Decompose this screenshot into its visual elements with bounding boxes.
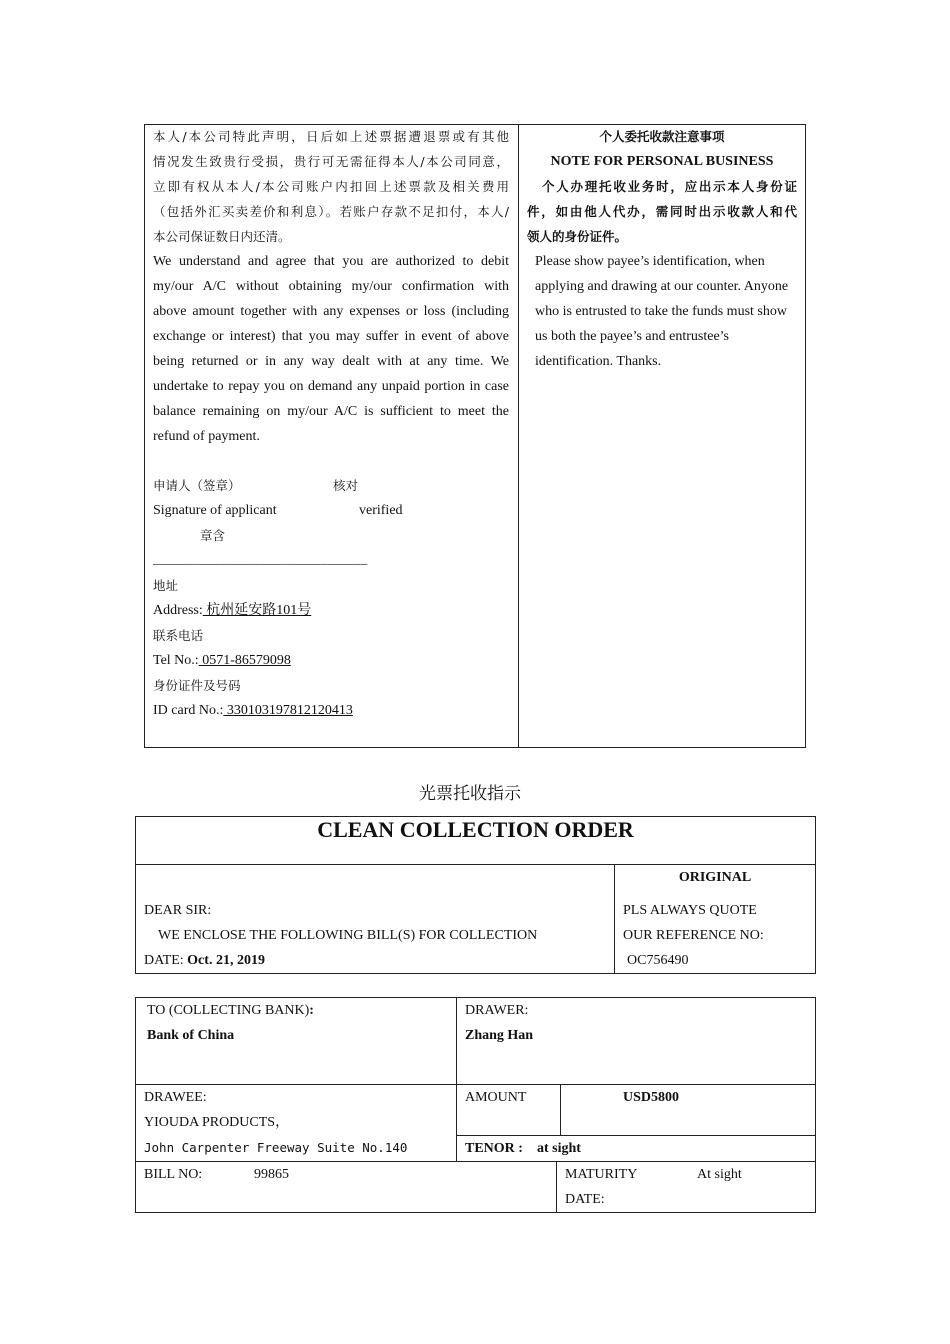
declaration-cn-line: 立即有权从本人/本公司账户内扣回上述票款及相关费用 [153, 179, 509, 194]
declaration-cn-line: 情况发生致贵行受损，贵行可无需征得本人/本公司同意， [153, 154, 509, 169]
tenor-label: TENOR : [465, 1141, 523, 1156]
drawer-value: Zhang Han [465, 1028, 534, 1043]
to-value: Bank of China [147, 1028, 235, 1043]
note-en-line: who is entrusted to take the funds must show [535, 304, 787, 319]
to-colon: : [309, 1003, 314, 1018]
tel-value: 0571-86579098 [198, 653, 291, 668]
declaration-cn-line: （包括外汇买卖差价和利息）。若账户存款不足扣付，本人/ [153, 204, 509, 219]
address-label: Address: [153, 603, 203, 618]
declaration-en-line: balance remaining on my/our A/C is sufficient to meet the [153, 404, 509, 419]
reference-number: OC756490 [627, 953, 689, 968]
date-label: DATE: [144, 953, 184, 968]
declaration-cn-line: 本公司保证数日内还清。 [153, 229, 291, 244]
note-cn-line: 件，如由他人代办，需同时出示收款人和代 [527, 204, 797, 219]
date-value: Oct. 21, 2019 [187, 953, 265, 968]
tel-row [153, 648, 291, 673]
id-label: ID card No.: [153, 703, 224, 718]
tenor-row [465, 1136, 581, 1161]
quote-line-1: PLS ALWAYS QUOTE [623, 903, 757, 918]
declaration-en-line: We understand and agree that you are authorized to debit [153, 254, 509, 269]
address-cn-label: 地址 [153, 578, 179, 593]
note-title-en: NOTE FOR PERSONAL BUSINESS [550, 154, 774, 169]
amount-label: AMOUNT [465, 1090, 527, 1105]
date-row [144, 948, 265, 973]
drawer-label: DRAWER: [465, 1003, 529, 1018]
signature-line: ________________________________ [153, 551, 368, 566]
applicant-cn-label: 申请人（签章） [153, 478, 241, 493]
drawee-label: DRAWEE: [144, 1090, 207, 1105]
dear-sir: DEAR SIR: [144, 903, 212, 918]
amount-value: USD5800 [623, 1090, 680, 1105]
verified-en-label: verified [359, 503, 403, 518]
bill-no-value: 99865 [254, 1167, 289, 1182]
original-label: ORIGINAL [678, 870, 752, 885]
address-row [153, 598, 311, 623]
bill-col-divider [456, 997, 457, 1161]
maturity-date-label: DATE: [565, 1192, 605, 1207]
declaration-en-line: undertake to repay you on demand any unpaid portion in case [153, 379, 509, 394]
note-en-line: identification. Thanks. [535, 354, 662, 369]
tenor-value: at sight [536, 1141, 581, 1156]
note-title-cn: 个人委托收款注意事项 [599, 129, 725, 144]
maturity-label: MATURITY [565, 1167, 638, 1182]
bill-no-label: BILL NO: [144, 1167, 203, 1182]
to-label: TO (COLLECTING BANK) [147, 1003, 310, 1018]
id-cn-label: 身份证件及号码 [153, 678, 241, 693]
id-value: 330103197812120413 [223, 703, 353, 718]
order-title-en: CLEAN COLLECTION ORDER [317, 817, 634, 842]
declaration-en-line: being returned or in any way dealt with at any time. We [153, 354, 509, 369]
note-cn-line: 个人办理托收业务时，应出示本人身份证 [542, 179, 797, 194]
amount-divider [560, 1084, 561, 1135]
tel-label: Tel No.: [153, 653, 199, 668]
maturity-value: At sight [697, 1167, 742, 1182]
seal-label: 章含 [200, 528, 226, 543]
declaration-en-line: exchange or interest) that you may suffer in event of above [153, 329, 509, 344]
note-en-line: Please show payee’s identification, when [535, 254, 765, 269]
declaration-cn-line: 本人/本公司特此声明，日后如上述票据遭退票或有其他 [153, 129, 509, 144]
id-row [153, 698, 353, 723]
order-title-cn: 光票托收指示 [419, 784, 521, 804]
note-cn-line: 领人的身份证件。 [527, 229, 628, 244]
drawee-address: John Carpenter Freeway Suite No.140 [144, 1140, 408, 1155]
enclose-text: WE ENCLOSE THE FOLLOWING BILL(S) FOR COLLECTION [158, 928, 538, 943]
tel-cn-label: 联系电话 [153, 628, 204, 643]
note-en-line: us both the payee’s and entrustee’s [535, 329, 730, 344]
address-value: 杭州延安路101号 [202, 603, 312, 618]
applicant-en-label: Signature of applicant [153, 503, 277, 518]
verified-cn-label: 核对 [333, 478, 359, 493]
quote-line-2: OUR REFERENCE NO: [623, 928, 764, 943]
note-en-line: applying and drawing at our counter. Anyone [535, 279, 789, 294]
declaration-en-line: refund of payment. [153, 429, 260, 444]
declaration-divider [518, 124, 519, 748]
declaration-en-line: my/our A/C without obtaining my/our confirmation with [153, 279, 509, 294]
declaration-en-line: above amount together with any expenses or loss (including [153, 304, 509, 319]
maturity-divider [556, 1161, 557, 1213]
drawee-name: YIOUDA PRODUCTS， [144, 1115, 290, 1130]
to-row [147, 998, 314, 1023]
